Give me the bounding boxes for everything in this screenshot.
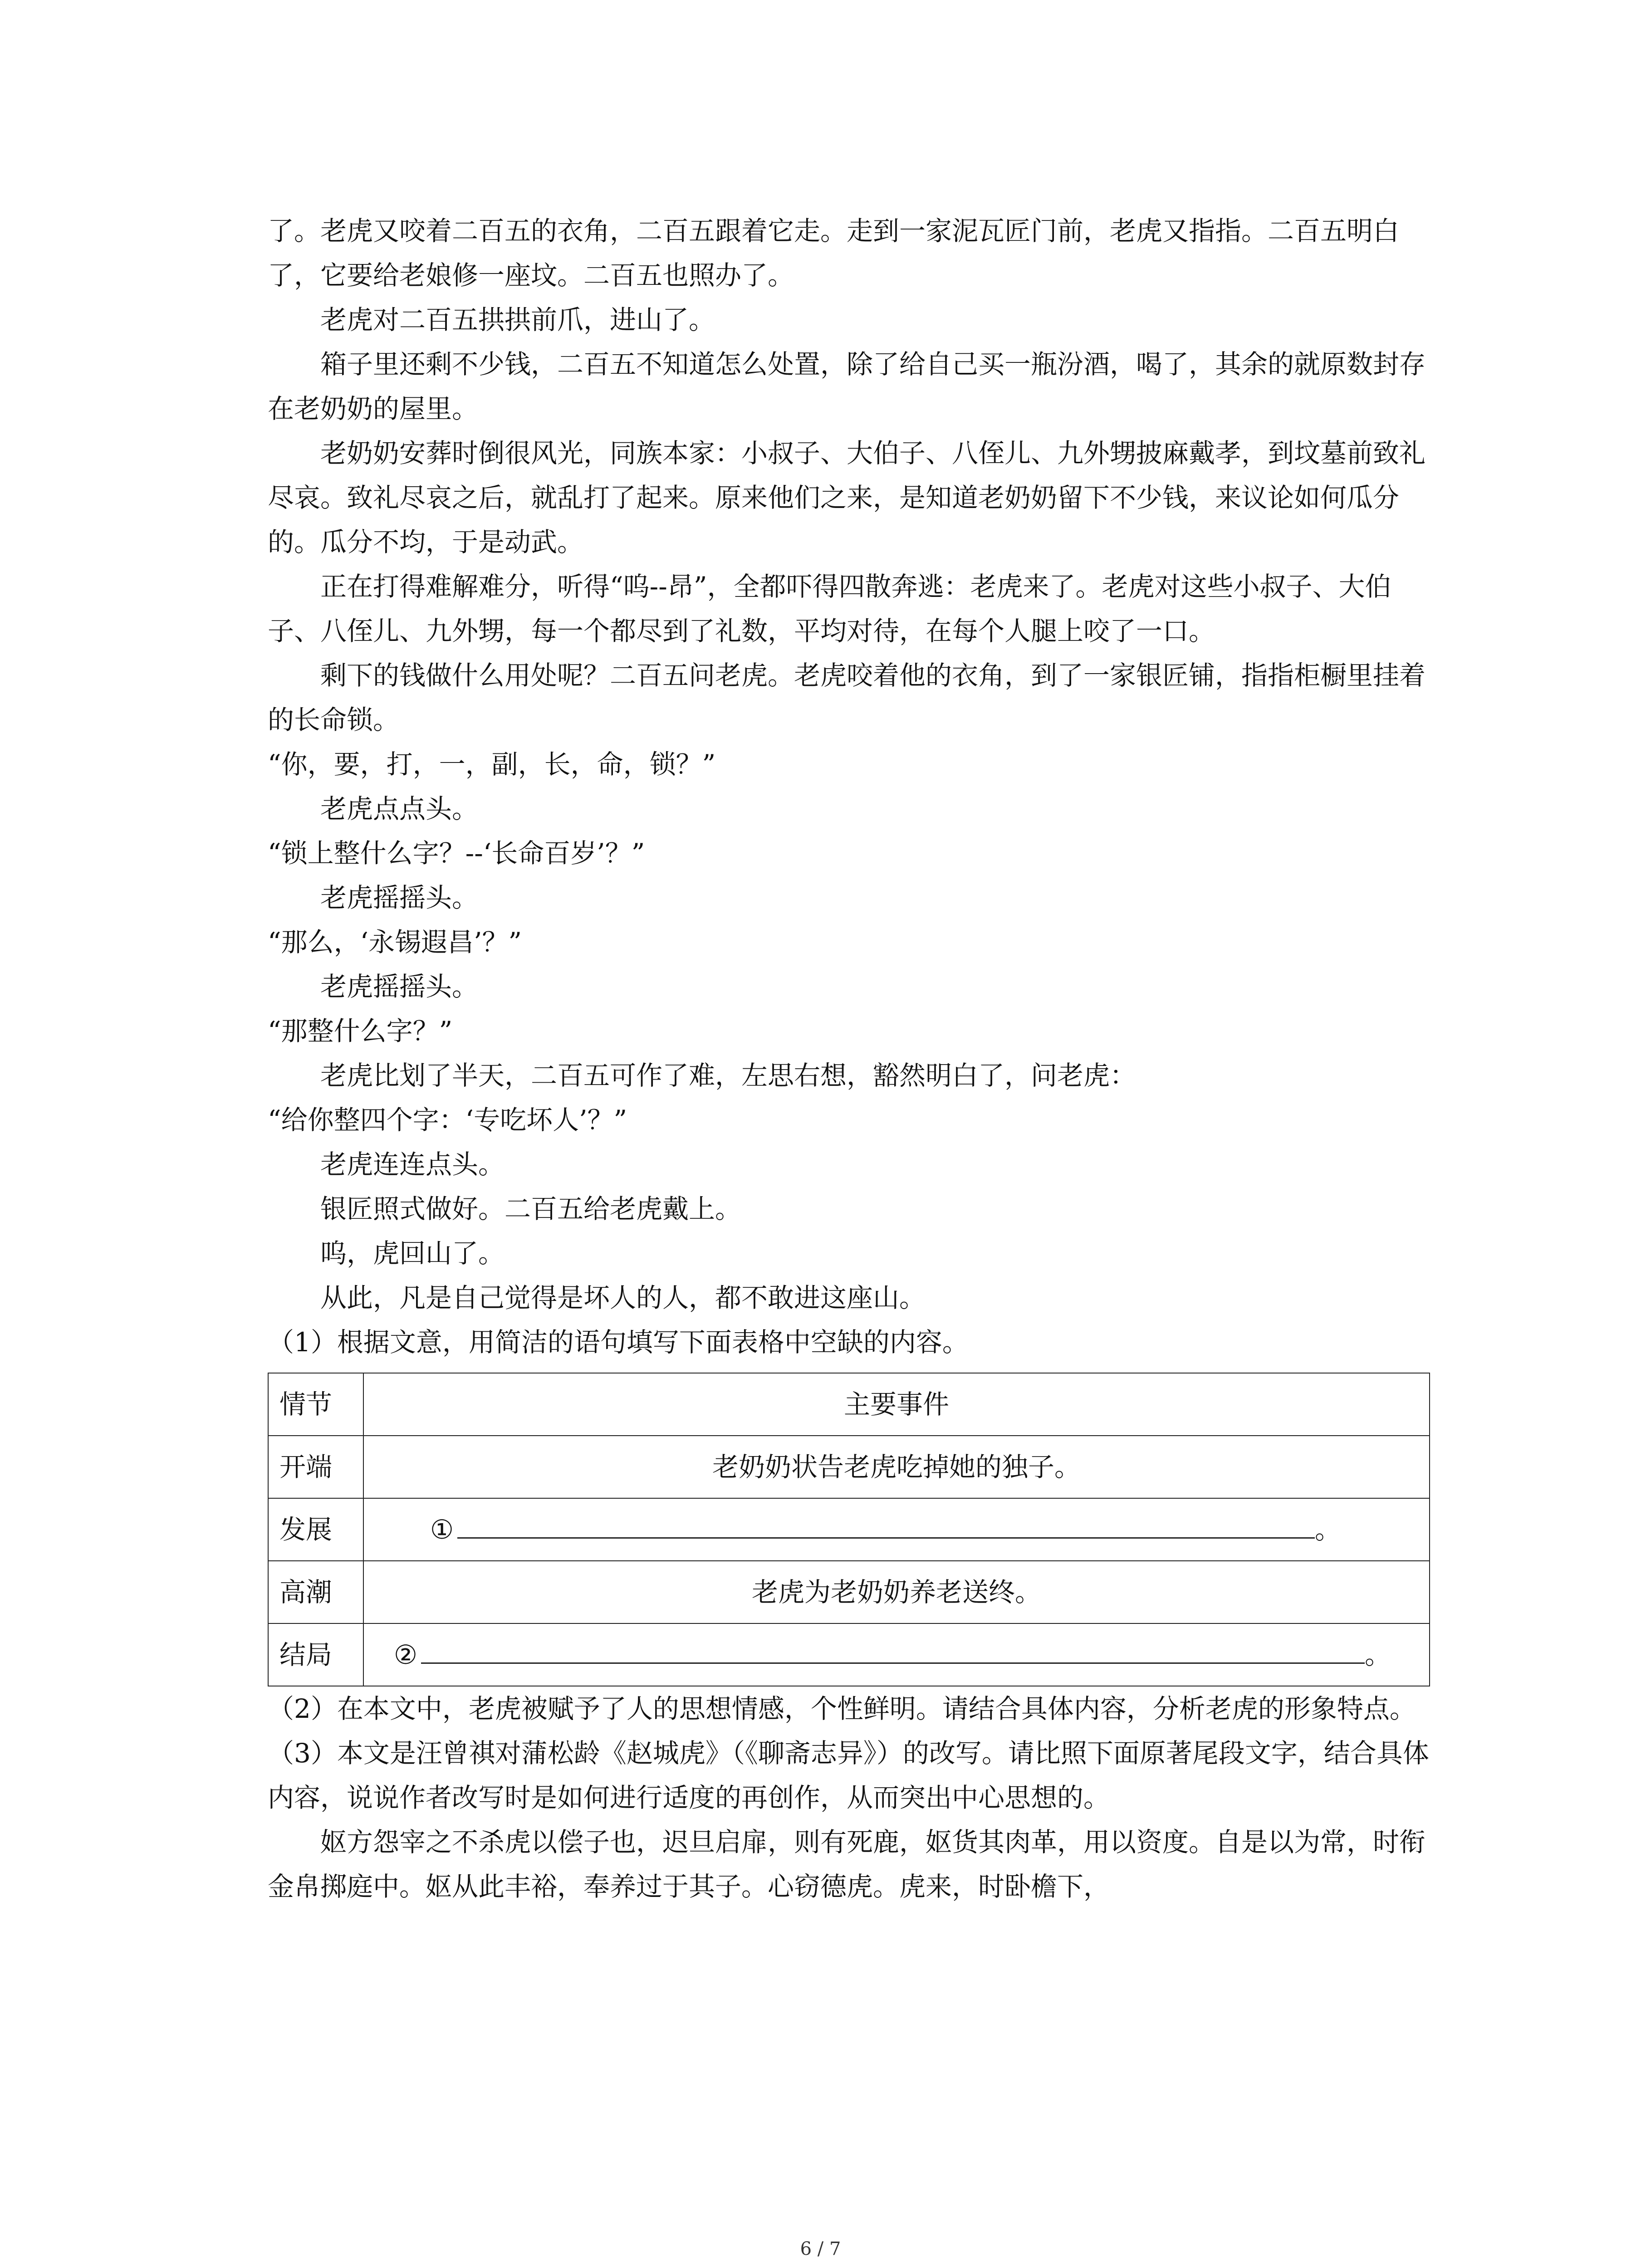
table-header-label: 情节 [268, 1373, 363, 1436]
blank-end-punct: 。 [1365, 1639, 1391, 1670]
answer-blank[interactable] [421, 1636, 1365, 1664]
table-row [268, 1436, 1430, 1498]
row-label: 高潮 [268, 1561, 363, 1623]
page-content [268, 209, 1429, 1909]
plot-table [268, 1373, 1430, 1686]
table-row [268, 1561, 1430, 1623]
paragraph: 正在打得难解难分，听得“呜--昂”，全都吓得四散奔逃：老虎来了。老虎对这些小叔子、大伯子、八侄儿、九外甥，每一个都尽到了礼数，平均对待，在每个人腿上咬了一口。 [268, 571, 1391, 646]
row-content: 老奶奶状告老虎吃掉她的独子。 [363, 1436, 1430, 1498]
page-number: 6 / 7 [800, 2239, 841, 2259]
dialogue-line: “那整什么字？” [268, 1016, 453, 1046]
question-3: （3）本文是汪曾祺对蒲松龄《赵城虎》（《聊斋志异》）的改写。请比照下面原著尾段文字，结合具体内容，说说作者改写时是如何进行适度的再创作，从而突出中心思想的。 [268, 1738, 1429, 1813]
paragraph: 老虎对二百五拱拱前爪，进山了。 [320, 304, 715, 335]
row-answer-cell [363, 1623, 1430, 1686]
original-text-excerpt: 妪方怨宰之不杀虎以偿子也，迟旦启扉，则有死鹿，妪货其肉革，用以资度。自是以为常，时衔金帛掷庭中。妪从此丰裕，奉养过于其子。心窃德虎。虎来，时卧檐下， [268, 1827, 1426, 1902]
table-header-row [268, 1373, 1430, 1436]
paragraph: 剩下的钱做什么用处呢？二百五问老虎。老虎咬着他的衣角，到了一家银匠铺，指指柜橱里挂着的长命锁。 [268, 660, 1426, 735]
dialogue-line: “给你整四个字：‘专吃坏人’？” [268, 1105, 627, 1135]
dialogue-line: “那么，‘永锡遐昌’？” [268, 927, 522, 958]
row-label: 发展 [268, 1498, 363, 1561]
blank-marker: ② [394, 1639, 417, 1670]
row-label: 开端 [268, 1436, 363, 1498]
paragraph: 老虎摇摇头。 [320, 882, 479, 913]
paragraph: 老虎连连点头。 [320, 1149, 505, 1180]
question-2: （2）在本文中，老虎被赋予了人的思想情感，个性鲜明。请结合具体内容，分析老虎的形象特点。 [268, 1693, 1416, 1724]
paragraph: 老虎比划了半天，二百五可作了难，左思右想，豁然明白了，问老虎： [320, 1060, 1136, 1091]
row-answer-cell [363, 1498, 1430, 1561]
blank-marker: ① [430, 1514, 454, 1545]
dialogue-line: “你，要，打，一，副，长，命，锁？” [268, 749, 716, 780]
dialogue-line: “锁上整什么字？--‘长命百岁’？” [268, 838, 645, 869]
paragraph: 从此，凡是自己觉得是坏人的人，都不敢进这座山。 [320, 1282, 926, 1313]
row-content: 老虎为老奶奶养老送终。 [363, 1561, 1430, 1623]
paragraph: 老虎摇摇头。 [320, 971, 479, 1002]
paragraph: 箱子里还剩不少钱，二百五不知道怎么处置，除了给自己买一瓶汾酒，喝了，其余的就原数封存在老奶奶的屋里。 [268, 349, 1426, 424]
paragraph: 了。老虎又咬着二百五的衣角，二百五跟着它走。走到一家泥瓦匠门前，老虎又指指。二百五明白了，它要给老娘修一座坟。二百五也照办了。 [268, 215, 1400, 291]
table-row [268, 1498, 1430, 1561]
answer-blank[interactable] [457, 1511, 1315, 1539]
paragraph: 银匠照式做好。二百五给老虎戴上。 [320, 1193, 742, 1224]
table-header-content: 主要事件 [363, 1373, 1430, 1436]
table-row [268, 1623, 1430, 1686]
question-1: （1）根据文意，用简洁的语句填写下面表格中空缺的内容。 [268, 1327, 969, 1358]
paragraph: 呜，虎回山了。 [320, 1238, 505, 1269]
row-label: 结局 [268, 1623, 363, 1686]
blank-end-punct: 。 [1315, 1514, 1342, 1545]
paragraph: 老奶奶安葬时倒很风光，同族本家：小叔子、大伯子、八侄儿、九外甥披麻戴孝，到坟墓前致礼尽哀。致礼尽哀之后，就乱打了起来。原来他们之来，是知道老奶奶留下不少钱，来议论如何瓜分的。瓜分不均，于是动武。 [268, 438, 1426, 557]
paragraph: 老虎点点头。 [320, 793, 479, 824]
